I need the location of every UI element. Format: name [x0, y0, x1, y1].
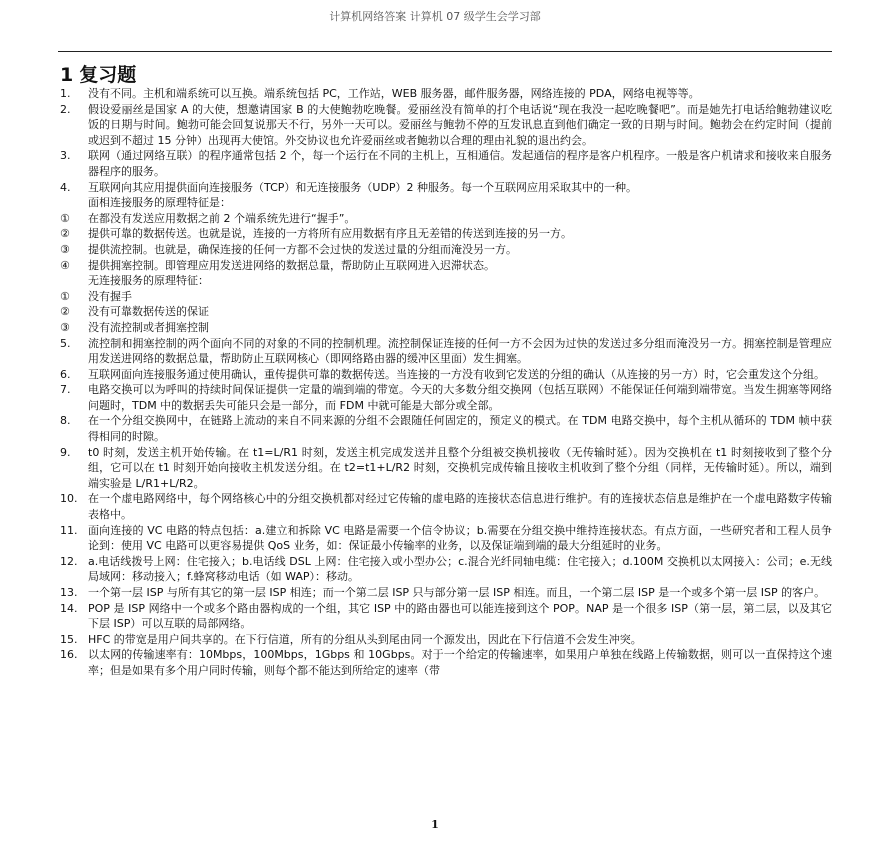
- list-item: [60, 148, 832, 179]
- noconn-feature: [60, 320, 832, 336]
- conn-intro: 面相连接服务的原理特征是：: [88, 196, 231, 210]
- section-title-text: 复习题: [79, 64, 137, 86]
- feature-marker: ①: [60, 211, 70, 225]
- list-item: [60, 585, 832, 601]
- item-text: 互联网面向连接服务通过使用确认，重传提供可靠的数据传送。当连接的一方没有收到它发送的分组的确认（从连接的另一方）时，它会重发这个分组。: [88, 367, 825, 381]
- item-text: 没有不同。主机和端系统可以互换。端系统包括 PC，工作站，WEB 服务器，邮件服务器，网络连接的 PDA，网络电视等等。: [88, 87, 700, 100]
- page-header: 计算机网络答案 计算机 07 级学生会学习部: [329, 10, 541, 23]
- list-item: [60, 445, 832, 492]
- list-item: [60, 632, 832, 648]
- item-number: 12.: [60, 554, 78, 568]
- item-number: 10.: [60, 492, 78, 506]
- list-item: [60, 554, 832, 585]
- item-text: 联网（通过网络互联）的程序通常包括 2 个，每一个运行在不同的主机上，互相通信。发起通信的程序是客户机程序。一般是客户机请求和接收来自服务器程序的服务。: [88, 149, 832, 178]
- feature-marker: ②: [60, 305, 70, 319]
- item-text: 在一个虚电路网络中，每个网络核心中的分组交换机都对经过它传输的虚电路的连接状态信息进行维护。有的连接状态信息是维护在一个虚电路数字传输表格中。: [88, 492, 832, 522]
- page-number: 1: [431, 818, 439, 831]
- item-number: 8.: [60, 414, 71, 428]
- noconn-feature: [60, 289, 832, 305]
- list-item: [60, 413, 832, 444]
- item-number: 11.: [60, 523, 78, 537]
- item-text: 流控制和拥塞控制的两个面向不同的对象的不同的控制机理。流控制保证连接的任何一方不会因为过快的发送过多分组而淹没另一方。拥塞控制是管理应用发送进网络的数据总量，帮助防止互联网核心（即网络路由器的缓冲区里面）发生拥塞。: [88, 336, 832, 366]
- item-text: 一个第一层 ISP 与所有其它的第一层 ISP 相连；而一个第二层 ISP 只与部分第一层 ISP 相连。而且，一个第二层 ISP 是一个或多个第一层 ISP 的客户。: [88, 586, 826, 599]
- document-body: [60, 86, 832, 679]
- noconn-feature: [60, 304, 832, 320]
- item-text: 面向连接的 VC 电路的特点包括：a.建立和拆除 VC 电路是需要一个信令协议；b.需要在分组交换中维持连接状态。有点方面，一些研究者和工程人员争论到：使用 VC 电路可以更容易提供 QoS 业务，如：保证最小传输率的业务，以及保证端到端的最大分组延时的业务。: [88, 523, 832, 553]
- conn-feature: [60, 226, 832, 242]
- item-number: 9.: [60, 445, 71, 459]
- item-text: 在一个分组交换网中，在链路上流动的来自不同来源的分组不会跟随任何固定的，预定义的模式。在 TDM 电路交换中，每个主机从循环的 TDM 帧中获得相同的时隙。: [88, 414, 832, 444]
- item-number: 3.: [60, 149, 71, 163]
- list-item: [60, 523, 832, 554]
- feature-marker: ④: [60, 258, 70, 272]
- header-rule: [58, 51, 832, 52]
- section-number: 1: [60, 64, 74, 86]
- feature-marker: ①: [60, 289, 70, 303]
- item-number: 1.: [60, 87, 71, 100]
- feature-text: 没有可靠数据传送的保证: [88, 305, 209, 319]
- list-item: [60, 601, 832, 632]
- section-title: [60, 60, 136, 87]
- conn-feature: [60, 211, 832, 227]
- noconn-intro: 无连接服务的原理特征：: [88, 274, 209, 288]
- item-number: 2.: [60, 102, 71, 116]
- item-number: 5.: [60, 336, 71, 350]
- item-text: 互联网向其应用提供面向连接服务（TCP）和无连接服务（UDP）2 种服务。每一个互联网应用采取其中的一种。: [88, 180, 638, 194]
- feature-text: 提供可靠的数据传送。也就是说，连接的一方将所有应用数据有序且无差错的传送到连接的另一方。: [88, 227, 572, 241]
- list-item: [60, 367, 832, 383]
- feature-text: 在都没有发送应用数据之前 2 个端系统先进行“握手”。: [88, 211, 356, 225]
- item-number: 15.: [60, 632, 78, 646]
- item-text: HFC 的带宽是用户间共享的。在下行信道，所有的分组从头到尾由同一个源发出，因此在下行信道不会发生冲突。: [88, 632, 642, 646]
- item-text: POP 是 ISP 网络中一个或多个路由器构成的一个组，其它 ISP 中的路由器也可以能连接到这个 POP。NAP 是一个很多 ISP（第一层，第二层，以及其它下层 ISP）可以互联的局部网络。: [88, 601, 832, 631]
- list-item: [60, 647, 832, 678]
- item-number: 6.: [60, 367, 71, 381]
- item-number: 16.: [60, 648, 78, 662]
- item-text: 以太网的传输速率有：10Mbps，100Mbps，1Gbps 和 10Gbps。对于一个给定的传输速率，如果用户单独在线路上传输数据，则可以一直保持这个速率；但是如果有多个用户同时传输，则每个都不能达到所给定的速率（带: [88, 648, 832, 677]
- feature-marker: ③: [60, 320, 70, 334]
- item-text: t0 时刻，发送主机开始传输。在 t1=L/R1 时刻，发送主机完成发送并且整个分组被交换机接收（无传输时延）。因为交换机在 t1 时刻接收到了整个分组，它可以在 t1 时刻开始向接收主机发送分组。在 t2=t1+L/R2 时刻，交换机完成传输且接收主机收到了整个分组（同样，无传输时延）。所以，端到端实验是 L/R1+L/R2。: [88, 445, 832, 490]
- list-item: [60, 336, 832, 367]
- feature-text: 没有流控制或者拥塞控制: [88, 320, 209, 334]
- feature-marker: ②: [60, 227, 70, 241]
- feature-text: 提供拥塞控制。即管理应用发送进网络的数据总量，帮助防止互联网进入迟滞状态。: [88, 258, 495, 272]
- item-text: 假设爱丽丝是国家 A 的大使，想邀请国家 B 的大使鲍勃吃晚餐。爱丽丝没有简单的打个电话说“现在我没一起吃晚餐吧”。而是她先打电话给鲍勃建议吃饭的日期与时间。鲍勃可能会回复说那天不行，另外一天可以。爱丽丝与鲍勃不停的互发讯息直到他们确定一致的日期与时间。鲍勃会在约定时间（提前或迟到不超过 15 分钟）出现再大使馆。外交协议也允许爱丽丝或者鲍勃以合理的理由礼貌的退出约会。: [88, 102, 832, 147]
- conn-feature: [60, 258, 832, 274]
- list-item: [60, 382, 832, 413]
- item-text: 电路交换可以为呼叫的持续时间保证提供一定量的端到端的带宽。今天的大多数分组交换网（包括互联网）不能保证任何端到端带宽。当发生拥塞等网络问题时，TDM 中的数据丢失可能只会是一部分，而 FDM 中就可能是大部分或全部。: [88, 383, 832, 412]
- feature-marker: ③: [60, 242, 70, 256]
- list-item: [60, 102, 832, 149]
- item-number: 7.: [60, 383, 71, 397]
- item-number: 14.: [60, 601, 78, 615]
- item-number: 4.: [60, 180, 71, 194]
- list-item: [60, 180, 832, 196]
- list-item: [60, 86, 832, 102]
- item-text: a.电话线拨号上网：住宅接入；b.电话线 DSL 上网：住宅接入或小型办公；c.混合光纤同轴电缆：住宅接入；d.100M 交换机以太网接入：公司；e.无线局域网：移动接入；f.蜂窝移动电话（如 WAP）：移动。: [88, 554, 832, 584]
- list-item: [60, 491, 832, 522]
- feature-text: 没有握手: [88, 289, 132, 303]
- conn-feature: [60, 242, 832, 258]
- item-number: 13.: [60, 586, 78, 599]
- feature-text: 提供流控制。也就是，确保连接的任何一方都不会过快的发送过量的分组而淹没另一方。: [88, 242, 517, 256]
